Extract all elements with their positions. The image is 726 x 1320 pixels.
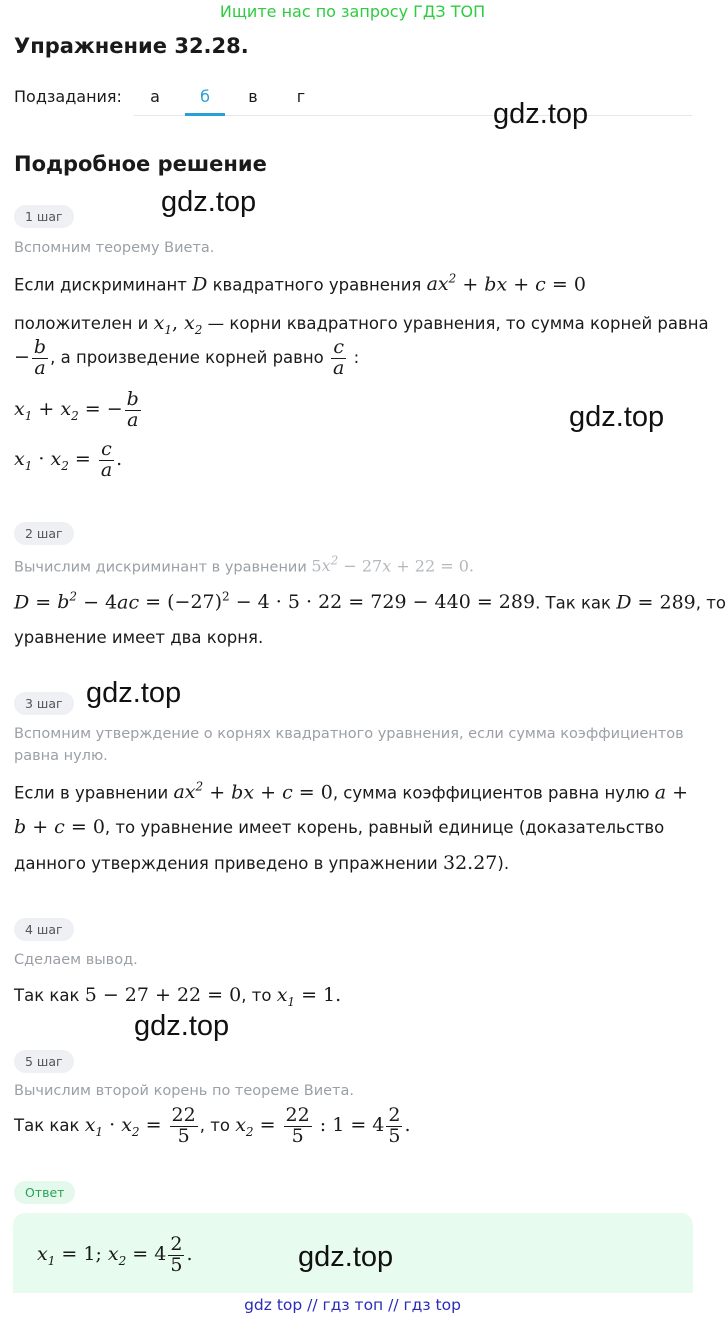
step-2-line-2: уравнение имеет два корня.: [14, 628, 264, 647]
tab-b[interactable]: б: [200, 87, 210, 106]
step-2-line-1: $D = b^2 - 4ac = (-27)^2 - 4 \cdot 5 \cdot 22 = 729 - 440 = 289$. Так как D = 289, то: [14, 590, 726, 614]
watermark: gdz.top: [161, 186, 257, 218]
step-3-line-3: данного утверждения приведено в упражнении 32.27).: [14, 852, 510, 874]
step-1-line-2: положителен и $x_1$, $x_2$ — корни квадратного уравнения, то сумма корней равна: [14, 312, 709, 337]
step-3-hint-line-1: Вспомним утверждение о корнях квадратного уравнения, если сумма коэффициентов: [14, 726, 684, 742]
step-5-hint: Вычислим второй корень по теореме Виета.: [14, 1083, 354, 1099]
step-4-line-1: Так как 5 − 27 + 22 = 0, то $x_1 = 1$.: [14, 984, 342, 1009]
watermark: gdz.top: [298, 1241, 394, 1273]
watermark: gdz.top: [569, 401, 665, 433]
step-1-line-3: − $\frac{b}{a}$ , а произведение корней равно $\frac{c}{a}$ :: [14, 336, 360, 379]
step-3-line-2: b + c = 0, то уравнение имеет корень, равный единице (доказательство: [14, 816, 665, 838]
answer-text: $x_1 = 1$; $x_2 = 4$ $\frac{2}{5}$ .: [37, 1233, 193, 1276]
step-4-hint: Сделаем вывод.: [14, 952, 138, 968]
step-1-hint: Вспомним теорему Виета.: [14, 240, 215, 256]
subtasks-label: Подзадания:: [14, 87, 122, 106]
step-2-hint: Вычислим дискриминант в уравнении $5x^2 - 27x + 22 = 0$.: [14, 554, 474, 576]
tab-g[interactable]: г: [296, 87, 306, 106]
footer-links[interactable]: gdz top // гдз топ // гдз top: [244, 1296, 461, 1314]
watermark: gdz.top: [134, 1010, 230, 1042]
step-3-hint-line-2: равна нулю.: [14, 748, 108, 764]
step-2-badge: 2 шаг: [14, 522, 74, 545]
active-tab-indicator: [185, 113, 225, 116]
step-5-line-1: Так как $x_1 \cdot x_2$ = $\frac{22}{5}$ , то $x_2$ = $\frac{22}{5}$ : 1 = 4 $\frac{2}{5}$ .: [14, 1104, 411, 1147]
step-1-formula-sum: $x_1 + x_2$ = − $\frac{b}{a}$: [14, 388, 139, 431]
answer-badge: Ответ: [14, 1181, 75, 1204]
page-title: Упражнение 32.28.: [14, 34, 249, 58]
step-1-formula-product: $x_1 \cdot x_2$ = $\frac{c}{a}$ .: [14, 438, 123, 481]
section-title: Подробное решение: [14, 152, 267, 176]
step-4-badge: 4 шаг: [14, 918, 74, 941]
step-3-line-1: Если в уравнении $ax^2$ + bx + c = 0, сумма коэффициентов равна нулю a +: [14, 780, 689, 804]
step-1-badge: 1 шаг: [14, 205, 74, 228]
watermark: gdz.top: [493, 98, 589, 130]
tab-v[interactable]: в: [248, 87, 258, 106]
watermark: gdz.top: [86, 677, 182, 709]
step-5-badge: 5 шаг: [14, 1050, 74, 1073]
top-banner: Ищите нас по запросу ГДЗ ТОП: [219, 2, 486, 21]
step-3-badge: 3 шаг: [14, 692, 74, 715]
step-1-line-1: Если дискриминант D квадратного уравнения $ax^2$ + bx + c = 0: [14, 272, 586, 296]
tab-a[interactable]: а: [150, 87, 160, 106]
